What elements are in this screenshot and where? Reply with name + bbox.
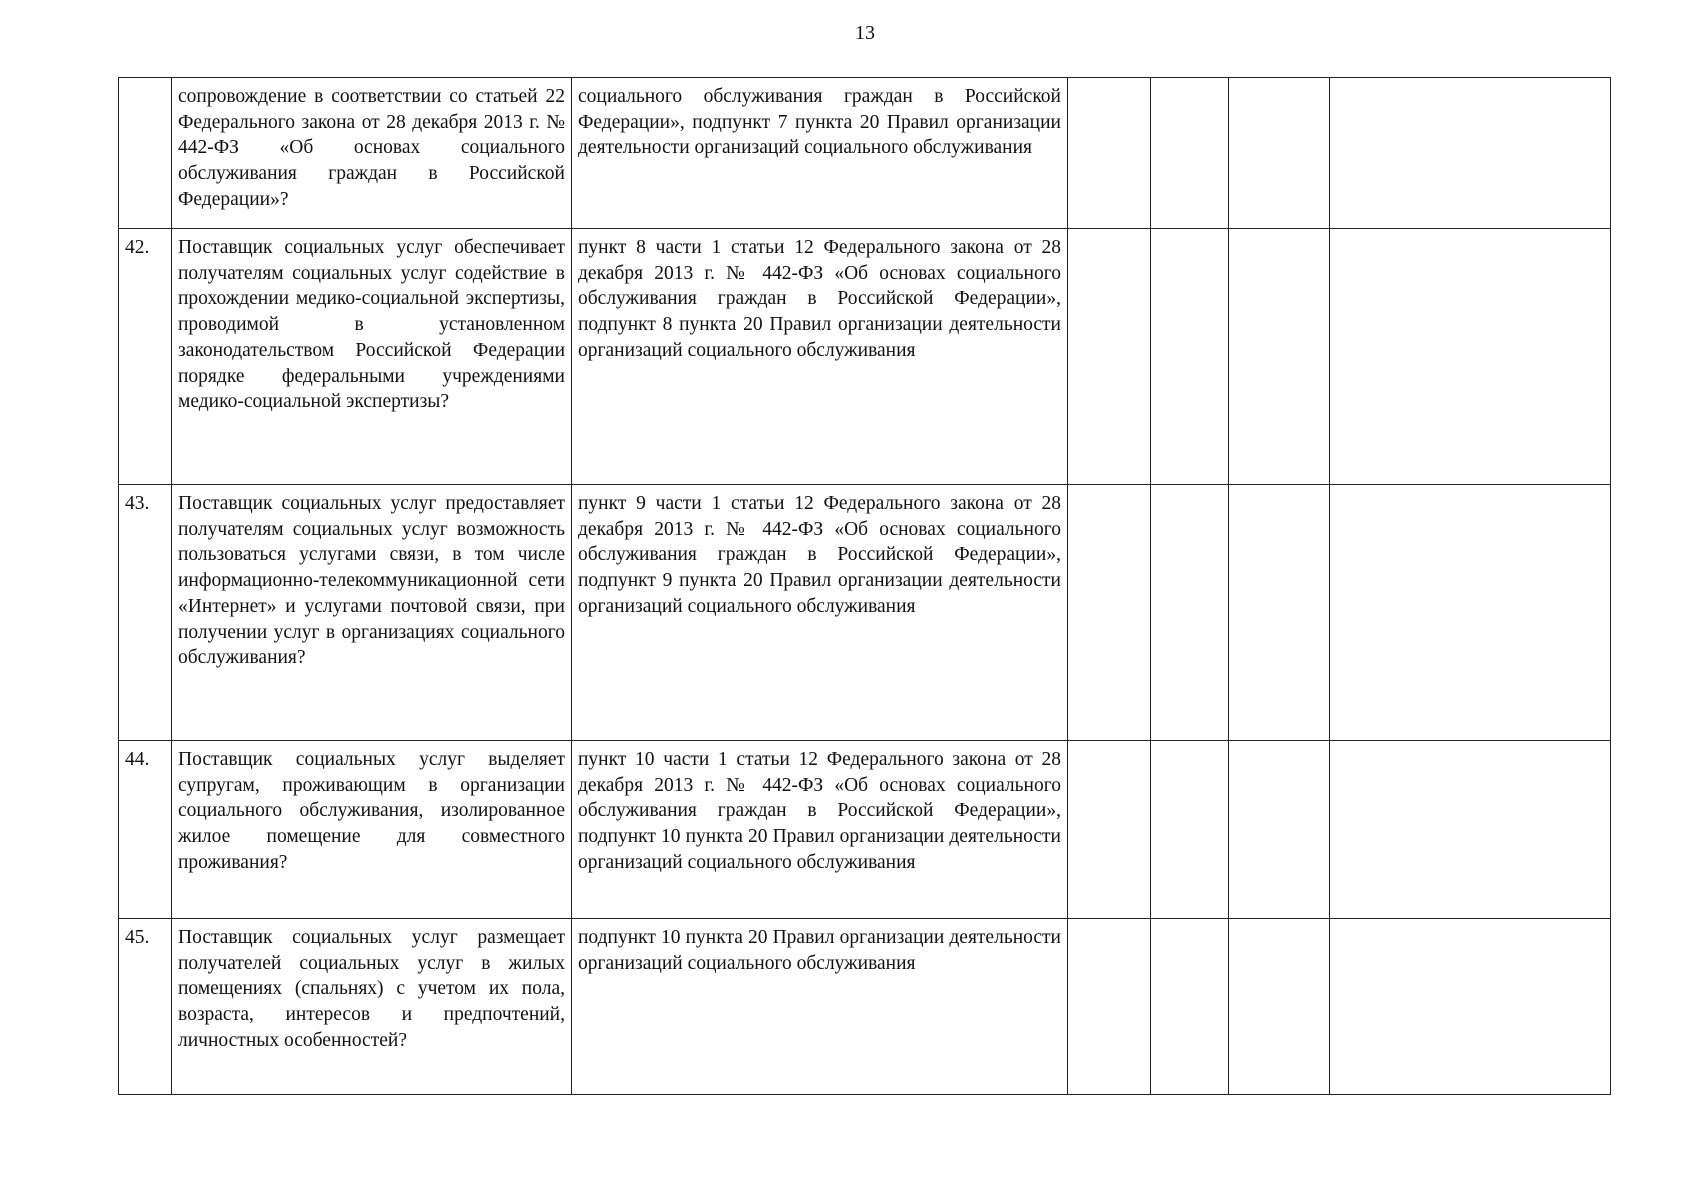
table-row — [119, 78, 1611, 229]
legal-reference-cell: пункт 8 части 1 статьи 12 Федерального закона от 28 декабря 2013 г. № 442-ФЗ «Об основах социального обслуживания граждан в Российской Федерации», подпункт 8 пункта 20 Правил организации деятельности организаций социального обслуживания — [572, 229, 1068, 485]
question-cell: Поставщик социальных услуг обеспечивает получателям социальных услуг содействие в прохождении медико-социальной экспертизы, проводимой в установленном законодательством Российской Федерации порядке федеральными учреждениями медико-социальной экспертизы? — [172, 229, 572, 485]
row-number: 43. — [119, 485, 172, 741]
answer-na-cell — [1229, 229, 1330, 485]
checklist-table — [118, 77, 1611, 1095]
answer-no-cell — [1151, 919, 1229, 1095]
answer-no-cell — [1151, 78, 1229, 229]
table-row — [119, 919, 1611, 1095]
notes-cell — [1330, 229, 1611, 485]
answer-yes-cell — [1068, 741, 1151, 919]
answer-no-cell — [1151, 741, 1229, 919]
answer-no-cell — [1151, 485, 1229, 741]
answer-na-cell — [1229, 78, 1330, 229]
answer-yes-cell — [1068, 229, 1151, 485]
legal-reference-cell: социального обслуживания граждан в Российской Федерации», подпункт 7 пункта 20 Правил организации деятельности организаций социального обслуживания — [572, 78, 1068, 229]
question-cell: сопровождение в соответствии со статьей 22 Федерального закона от 28 декабря 2013 г. № 442-ФЗ «Об основах социального обслуживания граждан в Российской Федерации»? — [172, 78, 572, 229]
table-row — [119, 741, 1611, 919]
answer-yes-cell — [1068, 485, 1151, 741]
legal-reference-cell: подпункт 10 пункта 20 Правил организации деятельности организаций социального обслуживания — [572, 919, 1068, 1095]
notes-cell — [1330, 741, 1611, 919]
row-number: 44. — [119, 741, 172, 919]
legal-reference-cell: пункт 10 части 1 статьи 12 Федерального закона от 28 декабря 2013 г. № 442-ФЗ «Об основах социального обслуживания граждан в Российской Федерации», подпункт 10 пункта 20 Правил организации деятельности организаций социального обслуживания — [572, 741, 1068, 919]
legal-reference-cell: пункт 9 части 1 статьи 12 Федерального закона от 28 декабря 2013 г. № 442-ФЗ «Об основах социального обслуживания граждан в Российской Федерации», подпункт 9 пункта 20 Правил организации деятельности организаций социального обслуживания — [572, 485, 1068, 741]
answer-yes-cell — [1068, 78, 1151, 229]
row-number: 45. — [119, 919, 172, 1095]
answer-na-cell — [1229, 741, 1330, 919]
table-row — [119, 485, 1611, 741]
answer-no-cell — [1151, 229, 1229, 485]
row-number — [119, 78, 172, 229]
answer-yes-cell — [1068, 919, 1151, 1095]
question-cell: Поставщик социальных услуг размещает получателей социальных услуг в жилых помещениях (спальнях) с учетом их пола, возраста, интересов и предпочтений, личностных особенностей? — [172, 919, 572, 1095]
question-cell: Поставщик социальных услуг выделяет супругам, проживающим в организации социального обслуживания, изолированное жилое помещение для совместного проживания? — [172, 741, 572, 919]
question-cell: Поставщик социальных услуг предоставляет получателям социальных услуг возможность пользоваться услугами связи, в том числе информационно-телекоммуникационной сети «Интернет» и услугами почтовой связи, при получении услуг в организациях социального обслуживания? — [172, 485, 572, 741]
table-row — [119, 229, 1611, 485]
page-number: 13 — [855, 22, 875, 44]
answer-na-cell — [1229, 919, 1330, 1095]
answer-na-cell — [1229, 485, 1330, 741]
row-number: 42. — [119, 229, 172, 485]
notes-cell — [1330, 485, 1611, 741]
notes-cell — [1330, 919, 1611, 1095]
notes-cell — [1330, 78, 1611, 229]
